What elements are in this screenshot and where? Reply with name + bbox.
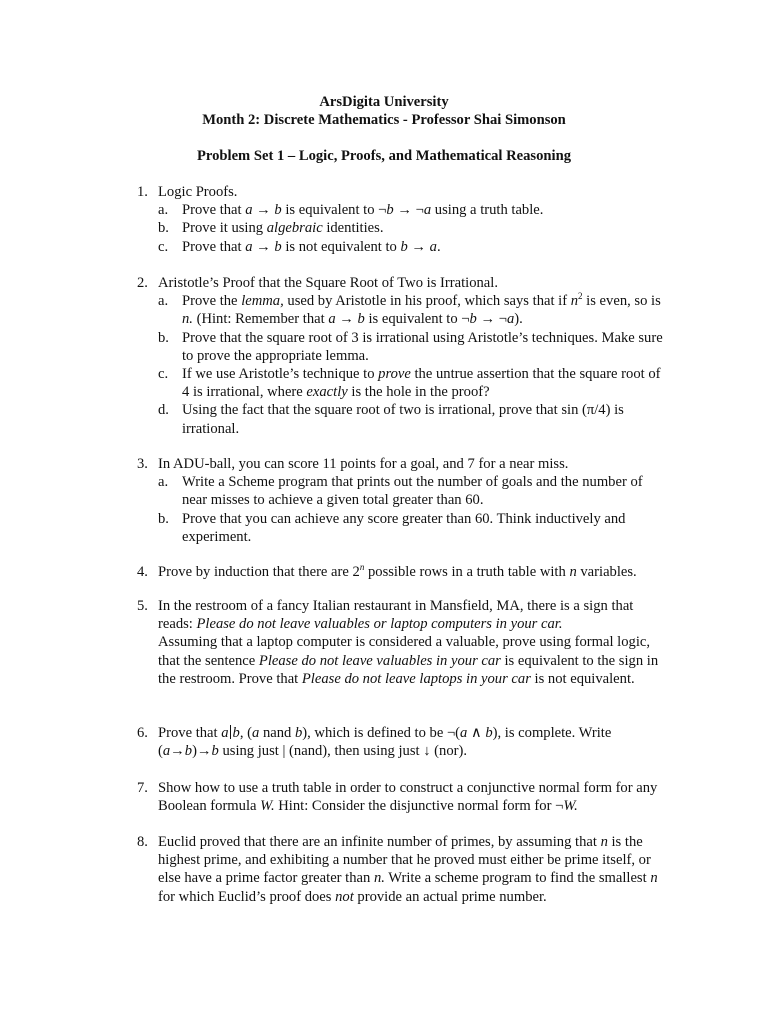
problem-7 [137,779,667,815]
subproblem-2a: a. Prove the lemma, used by Aristotle in his proof, which says that if $n^2$ is even, so is n. (Hint: Remember that a → b is equivalent to ¬b → ¬a). [158,291,661,328]
problem-number: 1. [137,184,148,200]
subproblem-2c: c. If we use Aristotle’s technique to prove the untrue assertion that the square root of 4 is irrational, where exactly is the hole in the proof? [158,366,661,401]
problem-number: 7. [137,780,148,796]
nand-bar-icon [230,725,231,739]
subproblem-2b: b. Prove that the square root of 3 is irrational using Aristotle’s techniques. Make sure to prove the appropriate lemma. [158,329,663,364]
problem-3 [137,455,667,546]
course-title: Month 2: Discrete Mathematics - Professor Shai Simonson [202,112,566,128]
problem-2 [137,274,667,438]
problem-number: 5. [137,598,148,614]
problem-set-title: Problem Set 1 – Logic, Proofs, and Mathematical Reasoning [196,148,571,164]
subproblem-3b: b. Prove that you can achieve any score greater than 60. Think inductively and experiment. [158,510,626,545]
university-title: ArsDigita University [319,94,449,110]
problem-number: 4. [137,564,148,580]
problem-lead: In ADU-ball, you can score 11 points for a goal, and 7 for a near miss. [158,456,569,472]
problem-text: Prove that a b, (a nand b), which is defined to be ¬(a ∧ b), is complete. Write (a→b)→b using just | (nand), then using just ↓ (nor). [158,725,612,760]
problem-1 [137,183,667,256]
problem-text: Euclid proved that there are an infinite number of primes, by assuming that n is the highest prime, and exhibiting a number that he proved must either be prime itself, or else have a prime factor greater than n. Write a scheme program to find the smallest n for which Euclid’s proof does not provide an actual prime number. [158,834,658,905]
problem-lead: Logic Proofs. [158,184,238,200]
subproblem-1a: a. Prove that a → b is equivalent to ¬b → ¬a using a truth table. [158,202,544,219]
problem-8 [137,833,667,906]
problem-text: In the restroom of a fancy Italian restaurant in Mansfield, MA, there is a sign that reads: Please do not leave valuables or laptop computers in your car. Assuming that a laptop computer is considered a valuable, prove using formal logic, that the sentence Please do not leave valuables in your car is equivalent to the sign in the restroom. Prove that Please do not leave laptops in your car is not equivalent. [158,598,659,687]
problem-5 [137,597,667,688]
problem-number: 2. [137,275,148,291]
problem-number: 3. [137,456,148,472]
problem-6 [137,724,667,760]
subproblem-1b: b. Prove it using algebraic identities. [158,220,384,237]
subproblem-1c: c. Prove that a → b is not equivalent to b → a. [158,238,441,255]
problem-number: 8. [137,834,148,850]
problem-4 [137,563,667,581]
problem-text: Prove by induction that there are 2$^n$ possible rows in a truth table with n variables. [158,562,637,580]
problem-lead: Aristotle’s Proof that the Square Root of Two is Irrational. [158,275,498,291]
problem-text: Show how to use a truth table in order to construct a conjunctive normal form for any Boolean formula W. Hint: Consider the disjunctive normal form for ¬W. [158,780,658,815]
problem-number: 6. [137,725,148,741]
subproblem-3a: a. Write a Scheme program that prints out the number of goals and the number of near misses to achieve a given total greater than 60. [158,474,643,509]
subproblem-2d: d. Using the fact that the square root of two is irrational, prove that sin (π/4) is irrational. [158,402,624,437]
